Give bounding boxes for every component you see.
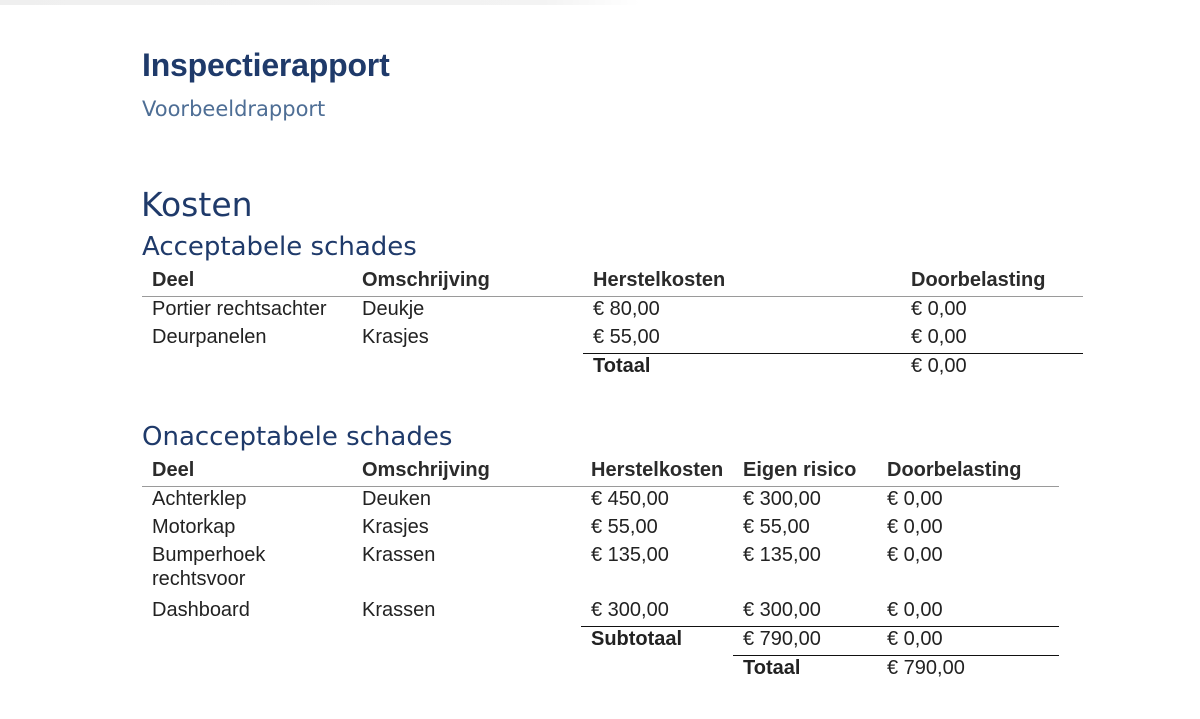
part-cell: Deurpanelen — [152, 326, 267, 348]
repair-cost-cell: € 55,00 — [593, 326, 660, 348]
top-edge-shadow — [0, 0, 640, 5]
column-header-deductible: Eigen risico — [733, 458, 877, 487]
subtotal-row — [142, 627, 1059, 656]
description-cell: Krassen — [362, 544, 436, 566]
part-cell: Achterklep — [152, 488, 247, 510]
table-row — [142, 325, 1083, 354]
description-cell: Krassen — [362, 599, 436, 621]
description-cell: Krasjes — [362, 326, 429, 348]
table-row — [142, 598, 1059, 627]
subtotal-charge: € 0,00 — [877, 627, 1059, 656]
unacceptable-damages-table — [142, 458, 1059, 684]
column-header-charge: Doorbelasting — [901, 268, 1083, 297]
column-header-charge: Doorbelasting — [877, 458, 1059, 487]
description-cell: Deukje — [362, 298, 425, 320]
part-cell: Bumperhoek rechtsvoor — [152, 544, 266, 590]
total-label: Totaal — [583, 354, 901, 383]
total-label: Totaal — [733, 656, 877, 685]
deductible-cell: € 300,00 — [743, 599, 821, 621]
column-header-repair-cost: Herstelkosten — [581, 458, 733, 487]
table-row — [142, 543, 1059, 598]
repair-cost-cell: € 80,00 — [593, 298, 660, 320]
charge-cell: € 0,00 — [911, 326, 967, 348]
total-row — [142, 656, 1059, 685]
charge-cell: € 0,00 — [887, 516, 943, 538]
column-header-repair-cost: Herstelkosten — [583, 268, 901, 297]
description-cell: Deuken — [362, 488, 431, 510]
column-header-part: Deel — [142, 268, 352, 297]
document-title: Inspectierapport — [142, 47, 390, 83]
charge-cell: € 0,00 — [887, 488, 943, 510]
total-value: € 0,00 — [901, 354, 1083, 383]
acceptable-damages-table — [142, 268, 1083, 382]
total-row — [142, 354, 1083, 383]
column-header-description: Omschrijving — [352, 268, 583, 297]
deductible-cell: € 300,00 — [743, 488, 821, 510]
part-cell: Dashboard — [152, 599, 250, 621]
charge-cell: € 0,00 — [911, 298, 967, 320]
part-cell: Portier rechtsachter — [152, 298, 327, 320]
subtotal-label: Subtotaal — [581, 627, 733, 656]
table-row — [142, 297, 1083, 326]
repair-cost-cell: € 55,00 — [591, 516, 658, 538]
acceptable-damages-heading: Acceptabele schades — [142, 232, 417, 262]
deductible-cell: € 55,00 — [743, 516, 810, 538]
description-cell: Krasjes — [362, 516, 429, 538]
total-value: € 790,00 — [877, 656, 1059, 685]
table-header-row — [142, 268, 1083, 297]
repair-cost-cell: € 300,00 — [591, 599, 669, 621]
repair-cost-cell: € 135,00 — [591, 544, 669, 566]
table-row — [142, 487, 1059, 516]
charge-cell: € 0,00 — [887, 544, 943, 566]
costs-heading: Kosten — [141, 185, 253, 224]
subtotal-deductible: € 790,00 — [733, 627, 877, 656]
part-cell: Motorkap — [152, 516, 236, 538]
table-row — [142, 515, 1059, 543]
document-subtitle: Voorbeeldrapport — [142, 97, 326, 121]
unacceptable-damages-heading: Onacceptabele schades — [142, 422, 453, 452]
column-header-description: Omschrijving — [352, 458, 581, 487]
repair-cost-cell: € 450,00 — [591, 488, 669, 510]
table-header-row — [142, 458, 1059, 487]
deductible-cell: € 135,00 — [743, 544, 821, 566]
charge-cell: € 0,00 — [887, 599, 943, 621]
column-header-part: Deel — [142, 458, 352, 487]
